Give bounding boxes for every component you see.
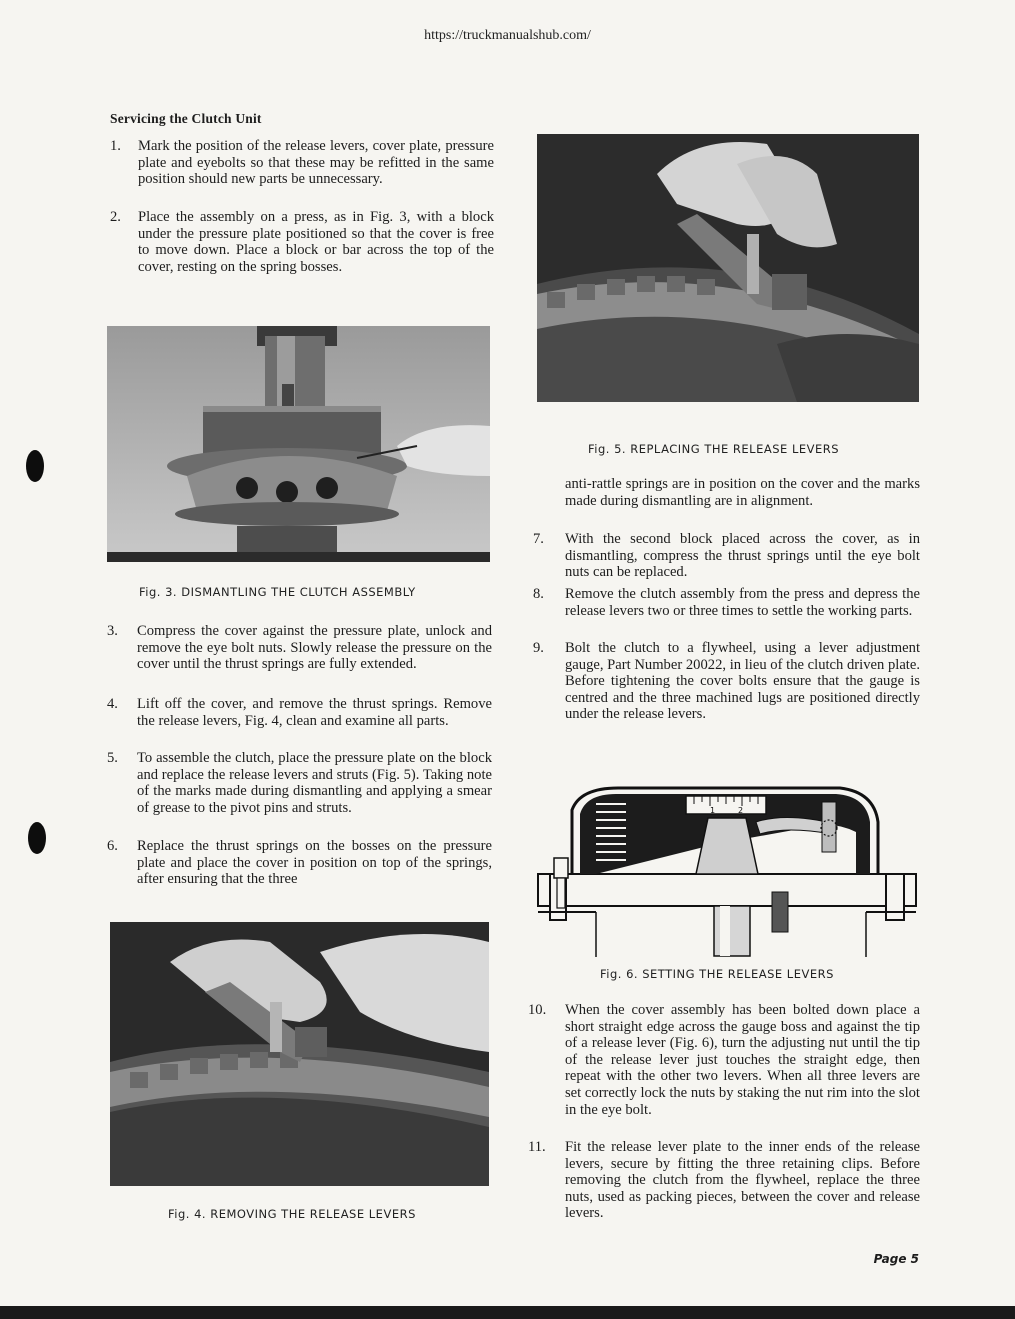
step-text: With the second block placed across the cover, as in dismantling, compress the thrust springs until the eye bolt nuts can be replaced. — [565, 531, 920, 581]
step-6-continuation — [565, 476, 921, 526]
step-number: 8. — [533, 586, 544, 602]
gauge-scale-2: 2 — [738, 806, 744, 815]
step-1 — [110, 138, 496, 206]
section-heading: Servicing the Clutch Unit — [110, 111, 262, 126]
step-number: 6. — [107, 838, 118, 854]
step-text: anti-rattle springs are in position on the cover and the marks made during dismantling are in alignment. — [565, 476, 920, 509]
step-text: Fit the release lever plate to the inner ends of the release levers, secure by fitting the three retaining clips. Before removing the clutch from the flywheel, replace the three nuts, used as packing pieces, between the cover and release levers. — [565, 1139, 920, 1222]
step-text: Lift off the cover, and remove the thrust springs. Remove the release levers, Fig. 4, clean and examine all parts. — [137, 696, 492, 729]
fig3-photo — [107, 326, 490, 562]
step-number: 3. — [107, 623, 118, 639]
source-url[interactable]: https://truckmanualshub.com/ — [424, 28, 591, 43]
step-number: 5. — [107, 750, 118, 766]
step-number: 11. — [528, 1139, 546, 1155]
page-number: Page 5 — [873, 1252, 919, 1266]
step-number: 7. — [533, 531, 544, 547]
fig4-caption: Fig. 4. REMOVING THE RELEASE LEVERS — [168, 1207, 416, 1221]
step-4 — [107, 696, 493, 746]
step-7 — [533, 531, 921, 581]
binder-hole-top — [26, 450, 44, 482]
scan-edge — [0, 1306, 1015, 1319]
fig3-caption: Fig. 3. DISMANTLING THE CLUTCH ASSEMBLY — [139, 585, 416, 599]
step-3 — [107, 623, 493, 691]
fig5-caption: Fig. 5. REPLACING THE RELEASE LEVERS — [588, 442, 840, 456]
fig5-photo — [537, 134, 919, 402]
fig6-caption: Fig. 6. SETTING THE RELEASE LEVERS — [600, 967, 834, 981]
step-10 — [528, 1002, 921, 1136]
binder-hole-bottom — [28, 822, 46, 854]
step-number: 9. — [533, 640, 544, 656]
step-9 — [533, 640, 921, 740]
step-8 — [533, 586, 921, 636]
step-11 — [528, 1139, 921, 1223]
step-text: Mark the position of the release levers, cover plate, pressure plate and eyebolts so that these may be refitted in the same position should new parts be unnecessary. — [138, 138, 494, 188]
step-text: Place the assembly on a press, as in Fig. 3, with a block under the pressure plate positioned so that the cover is free to move down. Place a block or bar across the top of the cover, resting on the spring bosses. — [138, 209, 494, 275]
step-number: 10. — [528, 1002, 547, 1018]
step-number: 4. — [107, 696, 118, 712]
step-text: When the cover assembly has been bolted down place a short straight edge across the gauge boss and against the tip of a release lever (Fig. 6), turn the adjusting nut until the tip of the release lever just touches the straight edge, then repeat with the other two levers. When all three levers are set correctly lock the nuts by staking the nut rim into the slot in the eye bolt. — [565, 1002, 920, 1118]
step-6 — [107, 838, 493, 888]
step-2 — [110, 209, 496, 293]
step-text: To assemble the clutch, place the pressure plate on the block and replace the release levers and struts (Fig. 5). Taking note of the marks made during dismantling and applying a smear of grease to the pivot pins and struts. — [137, 750, 492, 816]
step-text: Replace the thrust springs on the bosses on the pressure plate and place the cover in position on top of the springs, after ensuring that the three — [137, 838, 492, 888]
fig6-diagram — [536, 782, 920, 958]
step-text: Remove the clutch assembly from the press and depress the release levers two or three times to settle the working parts. — [565, 586, 920, 619]
step-text: Compress the cover against the pressure plate, unlock and remove the eye bolt nuts. Slowly release the pressure on the cover until the thrust springs are fully extended. — [137, 623, 492, 673]
gauge-scale-1: 1 — [710, 806, 716, 815]
step-text: Bolt the clutch to a flywheel, using a lever adjustment gauge, Part Number 20022, in lieu of the clutch driven plate. Before tightening the cover bolts ensure that the gauge is centred and the three machined lugs are positioned directly under the release levers. — [565, 640, 920, 723]
fig4-photo — [110, 922, 489, 1186]
step-5 — [107, 750, 493, 834]
step-number: 1. — [110, 138, 121, 154]
step-number: 2. — [110, 209, 121, 225]
